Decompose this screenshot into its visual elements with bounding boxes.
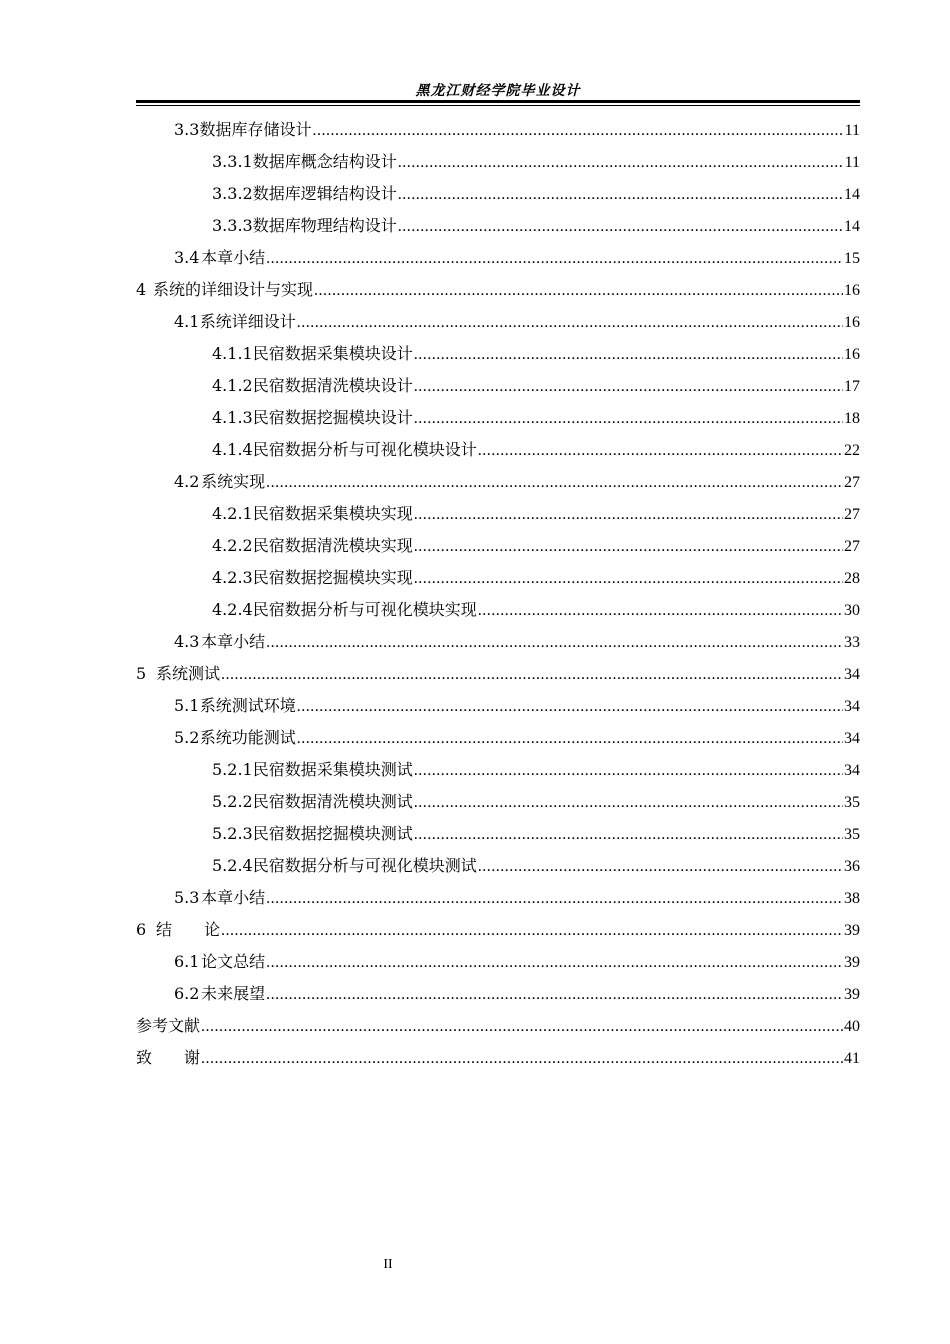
toc-entry-number: 3.3.3 xyxy=(212,216,253,235)
toc-dot-leader xyxy=(414,755,843,787)
toc-entry[interactable] xyxy=(136,178,860,210)
toc-entry-title: 民宿数据清洗模块实现 xyxy=(252,536,413,555)
toc-entry-number: 4.1.4 xyxy=(212,440,253,459)
toc-entry[interactable] xyxy=(136,818,860,850)
toc-entry-title: 系统测试 xyxy=(155,664,220,683)
toc-dot-leader xyxy=(266,243,843,275)
toc-entry-number: 3.3 xyxy=(174,120,200,139)
toc-dot-leader xyxy=(297,691,843,723)
toc-entry-page: 14 xyxy=(844,218,860,235)
toc-dot-leader xyxy=(414,339,843,371)
toc-entry[interactable] xyxy=(136,402,860,434)
toc-entry[interactable] xyxy=(136,722,860,754)
toc-entry-page: 27 xyxy=(844,474,860,491)
toc-entry[interactable] xyxy=(136,306,860,338)
toc-entry[interactable] xyxy=(136,690,860,722)
toc-entry-page: 30 xyxy=(844,602,860,619)
toc-entry-page: 16 xyxy=(844,346,860,363)
toc-entry[interactable] xyxy=(136,434,860,466)
toc-dot-leader xyxy=(221,659,843,691)
toc-dot-leader xyxy=(266,947,843,979)
toc-entry[interactable] xyxy=(136,850,860,882)
toc-entry-number: 6.2 xyxy=(174,984,200,1003)
toc-entry-page: 39 xyxy=(844,954,860,971)
toc-entry-page: 39 xyxy=(844,922,860,939)
toc-entry-number: 4.2 xyxy=(174,472,200,491)
toc-entry-number: 5.2.1 xyxy=(212,760,253,779)
toc-entry-number: 5.1 xyxy=(174,696,200,715)
toc-entry[interactable] xyxy=(136,658,860,690)
toc-dot-leader xyxy=(478,851,843,883)
toc-entry-number: 6.1 xyxy=(174,952,200,971)
toc-dot-leader xyxy=(414,819,843,851)
toc-entry[interactable] xyxy=(136,786,860,818)
toc-dot-leader xyxy=(266,467,843,499)
toc-entry-title: 系统的详细设计与实现 xyxy=(152,280,313,299)
toc-entry[interactable] xyxy=(136,146,860,178)
toc-dot-leader xyxy=(478,595,843,627)
toc-dot-leader xyxy=(297,307,843,339)
toc-entry-number: 5.2.4 xyxy=(212,856,253,875)
toc-entry-title: 民宿数据采集模块设计 xyxy=(252,344,413,363)
toc-dot-leader xyxy=(414,403,843,435)
toc-entry[interactable] xyxy=(136,498,860,530)
toc-entry-title: 结 论 xyxy=(155,920,220,939)
toc-entry-title: 本章小结 xyxy=(201,888,266,907)
toc-entry-page: 16 xyxy=(844,314,860,331)
toc-entry-title: 民宿数据分析与可视化模块实现 xyxy=(252,600,477,619)
toc-entry-number: 5 xyxy=(136,664,147,683)
toc-entry-title: 民宿数据清洗模块设计 xyxy=(252,376,413,395)
toc-entry-number: 5.2 xyxy=(174,728,200,747)
toc-entry-page: 18 xyxy=(844,410,860,427)
toc-entry-title: 未来展望 xyxy=(201,984,266,1003)
toc-entry-title: 系统功能测试 xyxy=(199,728,296,747)
toc-entry[interactable] xyxy=(136,978,860,1010)
toc-entry-title: 数据库物理结构设计 xyxy=(252,216,397,235)
toc-dot-leader xyxy=(414,787,843,819)
toc-entry-page: 27 xyxy=(844,506,860,523)
toc-entry-number: 5.3 xyxy=(174,888,200,907)
toc-entry-title: 民宿数据分析与可视化模块设计 xyxy=(252,440,477,459)
toc-entry-title: 系统详细设计 xyxy=(199,312,296,331)
toc-entry-title: 系统实现 xyxy=(201,472,266,491)
toc-entry[interactable] xyxy=(136,626,860,658)
toc-dot-leader xyxy=(398,147,844,179)
toc-entry-page: 39 xyxy=(844,986,860,1003)
toc-entry-page: 41 xyxy=(844,1050,860,1067)
toc-entry-title: 本章小结 xyxy=(201,248,266,267)
toc-dot-leader xyxy=(221,915,843,947)
toc-entry-number: 4.1.2 xyxy=(212,376,253,395)
toc-entry-title: 数据库概念结构设计 xyxy=(252,152,397,171)
toc-entry-title: 民宿数据挖掘模块设计 xyxy=(252,408,413,427)
toc-entry-title: 数据库存储设计 xyxy=(199,120,312,139)
toc-entry-page: 16 xyxy=(844,282,860,299)
toc-entry[interactable] xyxy=(136,562,860,594)
toc-entry-title: 民宿数据挖掘模块测试 xyxy=(252,824,413,843)
toc-entry-number: 4.2.4 xyxy=(212,600,253,619)
toc-entry-number: 4.1.3 xyxy=(212,408,253,427)
page-number: II xyxy=(383,1257,393,1272)
toc-dot-leader xyxy=(314,275,843,307)
toc-dot-leader xyxy=(312,115,843,147)
toc-entry-number: 3.4 xyxy=(174,248,200,267)
toc-entry[interactable] xyxy=(136,114,860,146)
header-rule-thin xyxy=(136,105,860,106)
toc-entry-number: 4.1 xyxy=(174,312,200,331)
toc-entry-number: 4.2.1 xyxy=(212,504,253,523)
toc-entry[interactable] xyxy=(136,882,860,914)
toc-entry-page: 22 xyxy=(844,442,860,459)
toc-entry-number: 3.3.1 xyxy=(212,152,253,171)
toc-entry-page: 35 xyxy=(844,826,860,843)
toc-dot-leader xyxy=(414,371,843,403)
toc-entry-number: 4.3 xyxy=(174,632,200,651)
toc-entry-page: 34 xyxy=(844,762,860,779)
page-header-title: 黑龙江财经学院毕业设计 xyxy=(415,83,581,99)
toc-entry[interactable] xyxy=(136,946,860,978)
toc-entry-title: 本章小结 xyxy=(201,632,266,651)
table-of-contents xyxy=(136,114,860,1074)
toc-entry[interactable] xyxy=(136,210,860,242)
toc-dot-leader xyxy=(266,979,843,1011)
toc-entry-page: 17 xyxy=(844,378,860,395)
toc-dot-leader xyxy=(297,723,843,755)
toc-entry-number: 5.2.2 xyxy=(212,792,253,811)
toc-entry-page: 36 xyxy=(844,858,860,875)
toc-dot-leader xyxy=(414,499,843,531)
toc-dot-leader xyxy=(266,883,843,915)
toc-dot-leader xyxy=(398,179,843,211)
toc-dot-leader xyxy=(201,1043,843,1075)
toc-entry-title: 民宿数据清洗模块测试 xyxy=(252,792,413,811)
toc-entry-title: 民宿数据采集模块实现 xyxy=(252,504,413,523)
toc-entry-title: 民宿数据采集模块测试 xyxy=(252,760,413,779)
toc-entry-page: 27 xyxy=(844,538,860,555)
toc-entry[interactable] xyxy=(136,370,860,402)
toc-entry[interactable] xyxy=(136,466,860,498)
toc-entry-title: 数据库逻辑结构设计 xyxy=(252,184,397,203)
toc-entry[interactable] xyxy=(136,914,860,946)
toc-entry-page: 15 xyxy=(844,250,860,267)
toc-entry-number: 4.1.1 xyxy=(212,344,253,363)
toc-entry-page: 34 xyxy=(844,666,860,683)
toc-entry-number: 4.2.2 xyxy=(212,536,253,555)
toc-entry[interactable] xyxy=(136,338,860,370)
toc-entry-page: 14 xyxy=(844,186,860,203)
toc-dot-leader xyxy=(398,211,843,243)
toc-dot-leader xyxy=(414,531,843,563)
toc-entry-number: 4.2.3 xyxy=(212,568,253,587)
toc-entry-title: 民宿数据分析与可视化模块测试 xyxy=(252,856,477,875)
toc-entry[interactable] xyxy=(136,242,860,274)
toc-entry[interactable] xyxy=(136,594,860,626)
toc-entry-page: 40 xyxy=(844,1018,860,1035)
toc-entry-page: 38 xyxy=(844,890,860,907)
toc-dot-leader xyxy=(266,627,843,659)
toc-entry-title: 论文总结 xyxy=(201,952,266,971)
toc-entry-page: 11 xyxy=(844,122,860,139)
toc-entry[interactable] xyxy=(136,1010,860,1042)
toc-entry-title: 系统测试环境 xyxy=(199,696,296,715)
toc-entry-number: 5.2.3 xyxy=(212,824,253,843)
toc-entry-title: 致 谢 xyxy=(136,1048,201,1067)
toc-entry[interactable] xyxy=(136,274,860,306)
toc-entry-page: 11 xyxy=(844,154,860,171)
toc-entry-page: 28 xyxy=(844,570,860,587)
toc-entry-title: 参考文献 xyxy=(136,1016,201,1035)
toc-entry-title: 民宿数据挖掘模块实现 xyxy=(252,568,413,587)
toc-entry-number: 3.3.2 xyxy=(212,184,253,203)
toc-entry-number: 6 xyxy=(136,920,147,939)
toc-entry[interactable] xyxy=(136,1042,860,1074)
toc-entry-page: 35 xyxy=(844,794,860,811)
toc-dot-leader xyxy=(414,563,843,595)
toc-entry[interactable] xyxy=(136,754,860,786)
toc-dot-leader xyxy=(201,1011,843,1043)
toc-entry[interactable] xyxy=(136,530,860,562)
toc-entry-number: 4 xyxy=(136,280,147,299)
toc-entry-page: 34 xyxy=(844,698,860,715)
toc-entry-page: 33 xyxy=(844,634,860,651)
header-rule-thick xyxy=(136,100,860,103)
toc-entry-page: 34 xyxy=(844,730,860,747)
toc-dot-leader xyxy=(478,435,843,467)
